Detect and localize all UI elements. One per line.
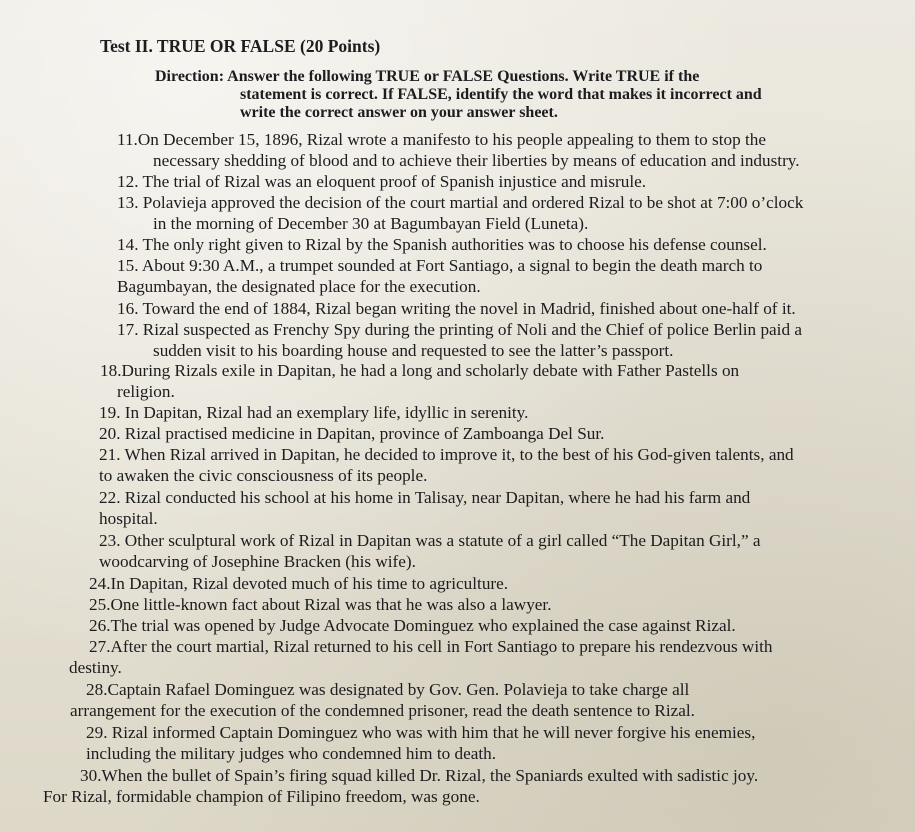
question-item-29 (86, 723, 755, 764)
question-text: 13. Polavieja approved the decision of the court martial and ordered Rizal to be shot at 7:00 o’clock (117, 193, 804, 212)
question-text: 19. In Dapitan, Rizal had an exemplary life, idyllic in serenity. (99, 403, 529, 422)
question-text: 20. Rizal practised medicine in Dapitan, province of Zamboanga Del Sur. (99, 424, 605, 443)
question-item-24 (89, 574, 508, 595)
question-text-continued: For Rizal, formidable champion of Filipino freedom, was gone. (43, 786, 480, 806)
question-text: 12. The trial of Rizal was an eloquent proof of Spanish injustice and misrule. (117, 172, 647, 191)
question-text: 24.In Dapitan, Rizal devoted much of his time to agriculture. (89, 574, 509, 593)
question-text: 16. Toward the end of 1884, Rizal began writing the novel in Madrid, finished about one-half of it. (117, 299, 796, 318)
direction-line: statement is correct. If FALSE, identify the word that makes it incorrect and (240, 86, 762, 103)
question-text: 25.One little-known fact about Rizal was that he was also a lawyer. (89, 595, 552, 614)
question-item-27 (69, 637, 773, 678)
question-item-30 (43, 766, 759, 807)
question-item-22 (99, 488, 750, 529)
direction-line: Direction: Answer the following TRUE or FALSE Questions. Write TRUE if the (155, 68, 700, 85)
question-item-11 (117, 130, 800, 171)
question-text-continued: destiny. (69, 657, 122, 677)
question-text: 18.During Rizals exile in Dapitan, he had a long and scholarly debate with Father Pastells on (100, 361, 740, 380)
test-title: Test II. TRUE OR FALSE (20 Points) (100, 36, 381, 56)
question-item-20 (99, 424, 604, 445)
question-text-continued: to awaken the civic consciousness of its people. (99, 465, 428, 485)
question-text-continued: religion. (117, 381, 175, 401)
question-item-16 (117, 299, 796, 320)
question-item-26 (89, 616, 736, 637)
question-text: 30.When the bullet of Spain’s firing squad killed Dr. Rizal, the Spaniards exulted with sadistic joy. (80, 766, 759, 785)
question-text: 14. The only right given to Rizal by the Spanish authorities was to choose his defense counsel. (117, 235, 767, 254)
question-text: 29. Rizal informed Captain Dominguez who was with him that he will never forgive his enemies, (86, 723, 756, 742)
question-text-continued: in the morning of December 30 at Bagumbayan Field (Luneta). (153, 213, 589, 233)
question-text-continued: hospital. (99, 508, 158, 528)
question-text: 11.On December 15, 1896, Rizal wrote a manifesto to his people appealing to them to stop the (117, 130, 766, 149)
question-text: 23. Other sculptural work of Rizal in Dapitan was a statute of a girl called “The Dapitan Girl,” a (99, 531, 761, 550)
question-text: 21. When Rizal arrived in Dapitan, he decided to improve it, to the best of his God-given talents, and (99, 445, 794, 464)
question-text-continued: necessary shedding of blood and to achieve their liberties by means of education and industry. (153, 150, 800, 170)
question-item-19 (99, 403, 528, 424)
question-item-28 (70, 680, 695, 721)
question-item-23 (99, 531, 761, 572)
question-text: 26.The trial was opened by Judge Advocate Dominguez who explained the case against Rizal. (89, 616, 736, 635)
question-text-continued: including the military judges who condemned him to death. (86, 743, 497, 763)
question-item-15 (117, 256, 762, 297)
question-item-13 (117, 193, 803, 234)
question-text-continued: Bagumbayan, the designated place for the execution. (117, 276, 481, 296)
question-text-continued: sudden visit to his boarding house and requested to see the latter’s passport. (153, 340, 674, 360)
question-text: 17. Rizal suspected as Frenchy Spy during the printing of Noli and the Chief of police Berlin paid a (117, 320, 802, 339)
question-item-14 (117, 235, 767, 256)
question-text: 28.Captain Rafael Dominguez was designated by Gov. Gen. Polavieja to take charge all (86, 680, 690, 699)
question-text-continued: arrangement for the execution of the condemned prisoner, read the death sentence to Rizal. (70, 700, 695, 720)
question-item-17 (117, 320, 802, 361)
question-text: 22. Rizal conducted his school at his home in Talisay, near Dapitan, where he had his farm and (99, 488, 751, 507)
question-text-continued: woodcarving of Josephine Bracken (his wife). (99, 551, 416, 571)
question-text: 15. About 9:30 A.M., a trumpet sounded at Fort Santiago, a signal to begin the death march to (117, 256, 763, 275)
question-item-25 (89, 595, 552, 616)
question-item-18 (100, 361, 739, 402)
question-item-21 (99, 445, 794, 486)
question-text: 27.After the court martial, Rizal returned to his cell in Fort Santiago to prepare his rendezvous with (89, 637, 773, 656)
question-item-12 (117, 172, 646, 193)
direction-line: write the correct answer on your answer sheet. (240, 104, 558, 121)
